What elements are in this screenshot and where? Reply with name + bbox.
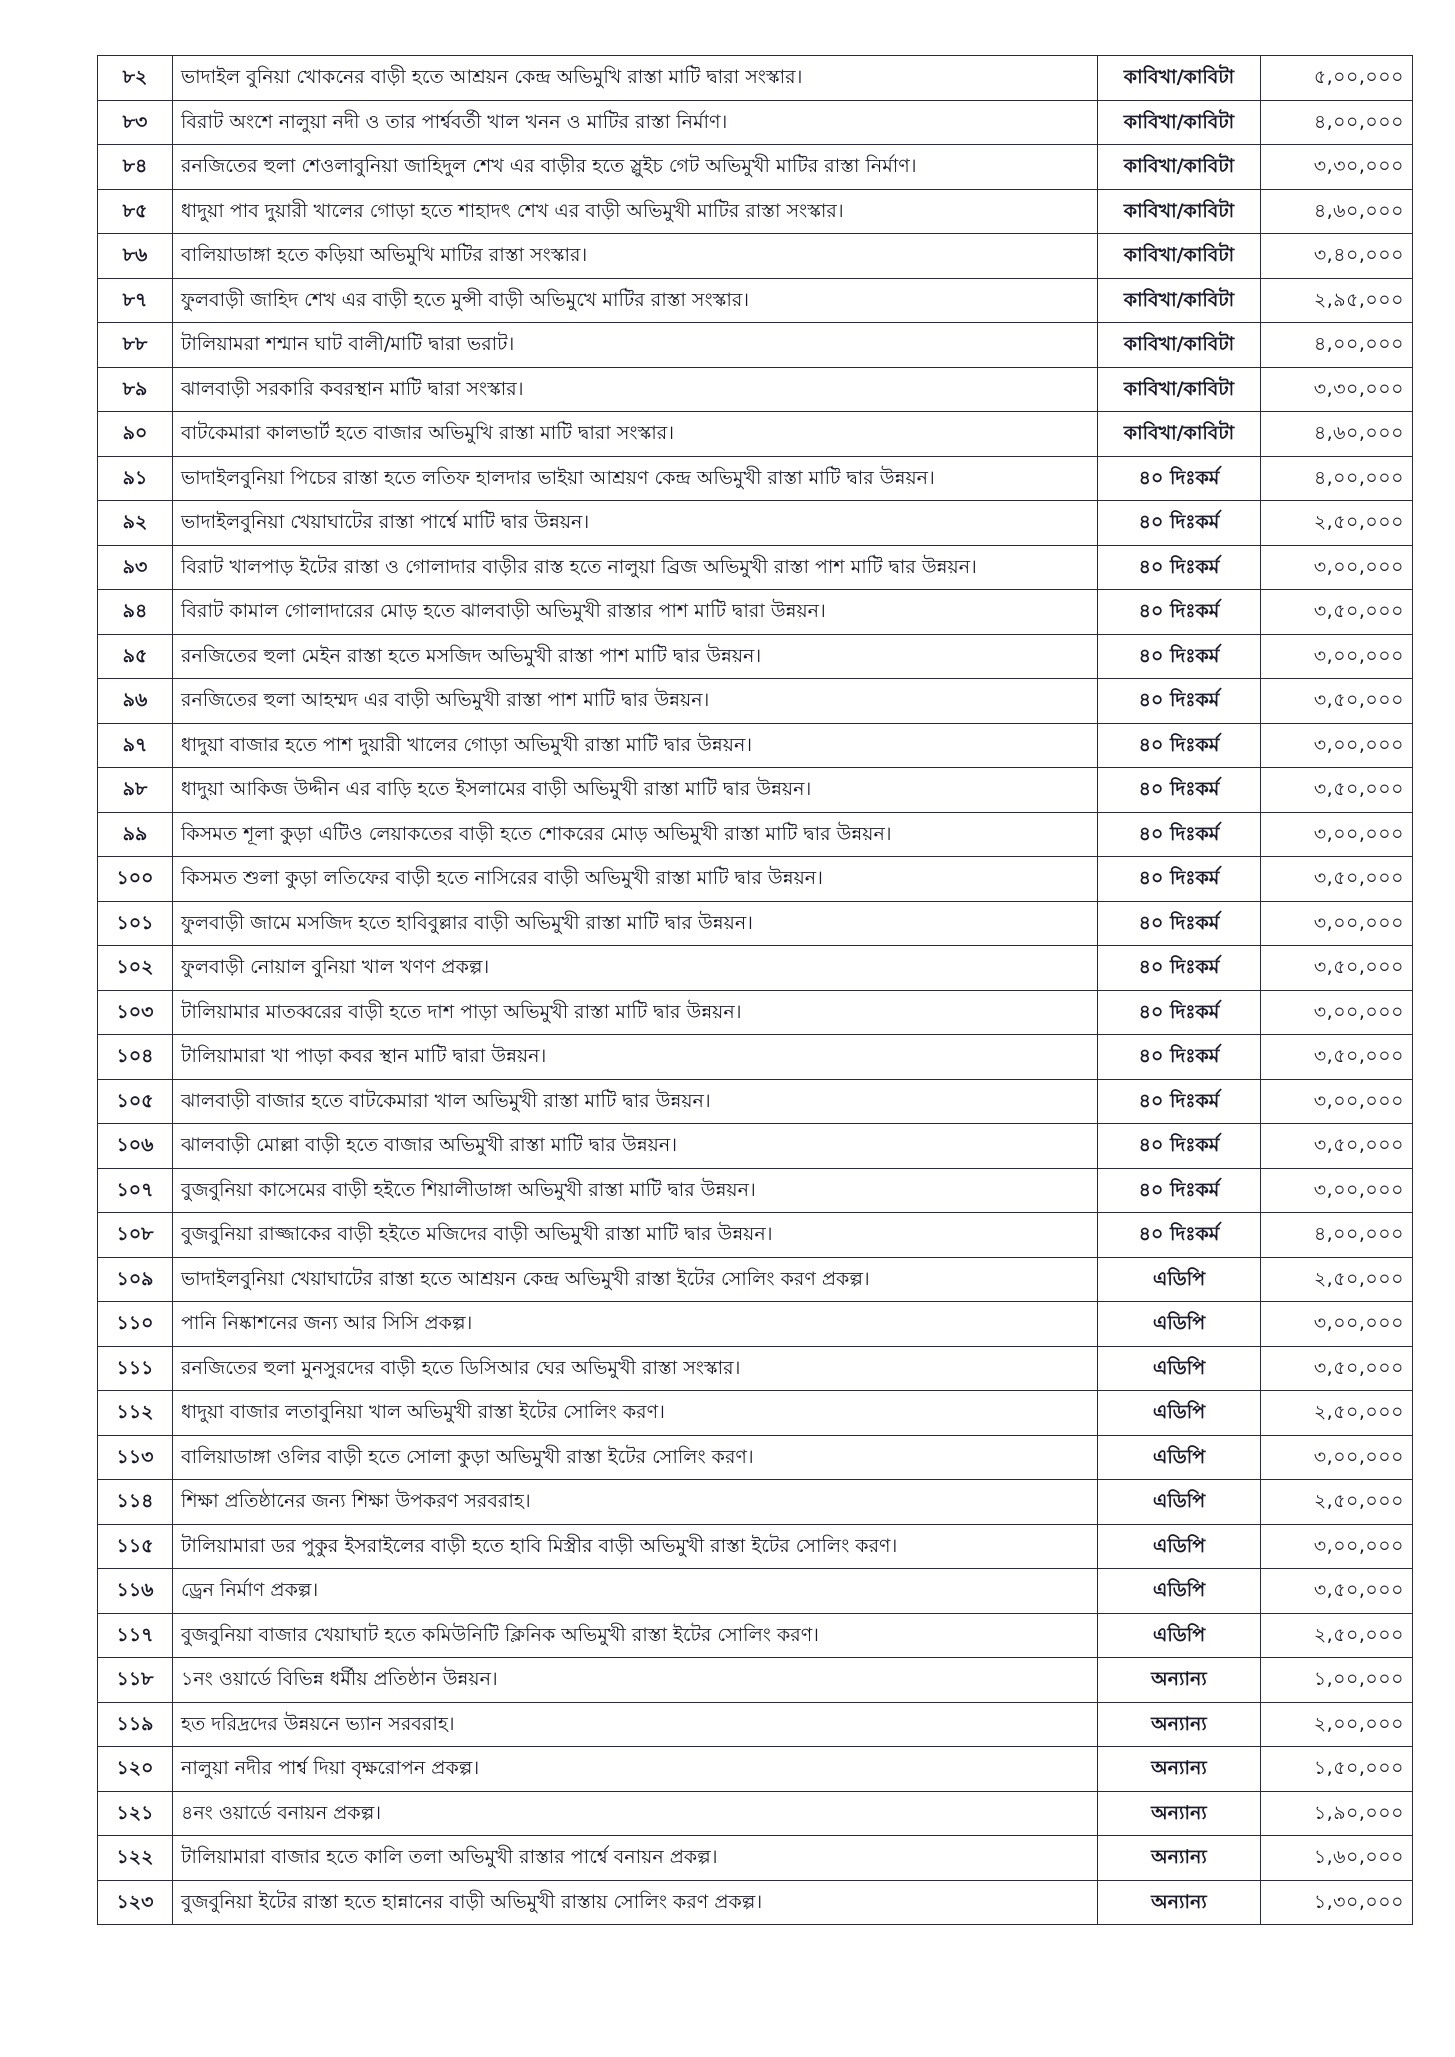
funding-type-cell: ৪০ দিঃকর্ম [1098, 1035, 1261, 1080]
amount-cell: ৩,৫০,০০০ [1261, 768, 1413, 813]
table-row [98, 501, 1413, 546]
serial-number-cell: ১০০ [98, 857, 173, 902]
serial-number-cell: ১১৬ [98, 1569, 173, 1614]
table-row [98, 1613, 1413, 1658]
project-description-cell: বুজবুনিয়া ইটের রাস্তা হতে হান্নানের বাড়ী অভিমুখী রাস্তায় সোলিং করণ প্রকল্প। [173, 1880, 1098, 1925]
table-row [98, 189, 1413, 234]
table-row [98, 56, 1413, 101]
serial-number-cell: ১২৩ [98, 1880, 173, 1925]
funding-type-cell: ৪০ দিঃকর্ম [1098, 1168, 1261, 1213]
project-description-cell: রনজিতের হুলা মুনসুরদের বাড়ী হতে ডিসিআর ঘের অভিমুখী রাস্তা সংস্কার। [173, 1346, 1098, 1391]
project-description-cell: ঝালবাড়ী বাজার হতে বাটকেমারা খাল অভিমুখী রাস্তা মাটি দ্বার উন্নয়ন। [173, 1079, 1098, 1124]
amount-cell: ৩,০০,০০০ [1261, 1079, 1413, 1124]
amount-cell: ৩,০০,০০০ [1261, 1168, 1413, 1213]
amount-cell: ৩,০০,০০০ [1261, 1302, 1413, 1347]
table-row [98, 634, 1413, 679]
serial-number-cell: ১০৫ [98, 1079, 173, 1124]
project-description-cell: টালিয়ামরা শশ্মান ঘাট বালী/মাটি দ্বারা ভরাট। [173, 323, 1098, 368]
table-row [98, 323, 1413, 368]
amount-cell: ১,৯০,০০০ [1261, 1791, 1413, 1836]
amount-cell: ৩,৫০,০০০ [1261, 1124, 1413, 1169]
serial-number-cell: ১১৫ [98, 1524, 173, 1569]
project-description-cell: বুজবুনিয়া রাজ্জাকের বাড়ী হইতে মজিদের বাড়ী অভিমুখী রাস্তা মাটি দ্বার উন্নয়ন। [173, 1213, 1098, 1258]
funding-type-cell: কাবিখা/কাবিটা [1098, 367, 1261, 412]
funding-type-cell: অন্যান্য [1098, 1702, 1261, 1747]
amount-cell: ২,৫০,০০০ [1261, 1391, 1413, 1436]
table-row [98, 234, 1413, 279]
project-description-cell: টালিয়ামারা ডর পুকুর ইসরাইলের বাড়ী হতে হাবি মিস্ত্রীর বাড়ী অভিমুখী রাস্তা ইটের সোলিং করণ। [173, 1524, 1098, 1569]
funding-type-cell: ৪০ দিঃকর্ম [1098, 723, 1261, 768]
table-row [98, 1257, 1413, 1302]
funding-type-cell: এডিপি [1098, 1524, 1261, 1569]
funding-type-cell: অন্যান্য [1098, 1747, 1261, 1792]
table-row [98, 901, 1413, 946]
serial-number-cell: ১১৭ [98, 1613, 173, 1658]
project-table [97, 55, 1413, 1925]
serial-number-cell: ৯৭ [98, 723, 173, 768]
project-description-cell: ভাদাইল বুনিয়া খোকনের বাড়ী হতে আশ্রয়ন কেন্দ্র অভিমুখি রাস্তা মাটি দ্বারা সংস্কার। [173, 56, 1098, 101]
funding-type-cell: ৪০ দিঃকর্ম [1098, 679, 1261, 724]
funding-type-cell: ৪০ দিঃকর্ম [1098, 901, 1261, 946]
funding-type-cell: এডিপি [1098, 1257, 1261, 1302]
amount-cell: ৩,৩০,০০০ [1261, 145, 1413, 190]
serial-number-cell: ১০৪ [98, 1035, 173, 1080]
funding-type-cell: কাবিখা/কাবিটা [1098, 56, 1261, 101]
project-description-cell: ভাদাইলবুনিয়া খেয়াঘাটের রাস্তা পার্শ্বে মাটি দ্বার উন্নয়ন। [173, 501, 1098, 546]
table-row [98, 1480, 1413, 1525]
table-row [98, 145, 1413, 190]
serial-number-cell: ৯৮ [98, 768, 173, 813]
amount-cell: ৩,০০,০০০ [1261, 723, 1413, 768]
funding-type-cell: ৪০ দিঃকর্ম [1098, 1124, 1261, 1169]
funding-type-cell: কাবিখা/কাবিটা [1098, 323, 1261, 368]
table-row [98, 367, 1413, 412]
funding-type-cell: ৪০ দিঃকর্ম [1098, 990, 1261, 1035]
table-row [98, 1524, 1413, 1569]
table-row [98, 590, 1413, 635]
amount-cell: ৩,০০,০০০ [1261, 812, 1413, 857]
serial-number-cell: ১০২ [98, 946, 173, 991]
amount-cell: ৩,০০,০০০ [1261, 545, 1413, 590]
serial-number-cell: ৮৩ [98, 100, 173, 145]
amount-cell: ৩,৪০,০০০ [1261, 234, 1413, 279]
table-row [98, 1213, 1413, 1258]
project-description-cell: বুজবুনিয়া বাজার খেয়াঘাট হতে কমিউনিটি ক্লিনিক অভিমুখী রাস্তা ইটের সোলিং করণ। [173, 1613, 1098, 1658]
funding-type-cell: ৪০ দিঃকর্ম [1098, 456, 1261, 501]
amount-cell: ৩,৫০,০০০ [1261, 1346, 1413, 1391]
amount-cell: ৩,৫০,০০০ [1261, 946, 1413, 991]
funding-type-cell: অন্যান্য [1098, 1791, 1261, 1836]
table-row [98, 412, 1413, 457]
project-description-cell: ফুলবাড়ী নোয়াল বুনিয়া খাল খণণ প্রকল্প। [173, 946, 1098, 991]
funding-type-cell: ৪০ দিঃকর্ম [1098, 634, 1261, 679]
table-row [98, 1346, 1413, 1391]
project-description-cell: বালিয়াডাঙ্গা ওলির বাড়ী হতে সোলা কুড়া অভিমুখী রাস্তা ইটের সোলিং করণ। [173, 1435, 1098, 1480]
table-row [98, 1747, 1413, 1792]
table-row [98, 1702, 1413, 1747]
funding-type-cell: অন্যান্য [1098, 1836, 1261, 1881]
project-description-cell: কিসমত শুলা কুড়া লতিফের বাড়ী হতে নাসিরের বাড়ী অভিমুখী রাস্তা মাটি দ্বার উন্নয়ন। [173, 857, 1098, 902]
project-description-cell: বালিয়াডাঙ্গা হতে কড়িয়া অভিমুখি মাটির রাস্তা সংস্কার। [173, 234, 1098, 279]
serial-number-cell: ৯৬ [98, 679, 173, 724]
serial-number-cell: ১১১ [98, 1346, 173, 1391]
project-description-cell: ধাদুয়া বাজার হতে পাশ দুয়ারী খালের গোড়া অভিমুখী রাস্তা মাটি দ্বার উন্নয়ন। [173, 723, 1098, 768]
table-row [98, 1124, 1413, 1169]
amount-cell: ২,৫০,০০০ [1261, 501, 1413, 546]
amount-cell: ১,৩০,০০০ [1261, 1880, 1413, 1925]
funding-type-cell: ৪০ দিঃকর্ম [1098, 545, 1261, 590]
serial-number-cell: ৮২ [98, 56, 173, 101]
funding-type-cell: কাবিখা/কাবিটা [1098, 145, 1261, 190]
project-description-cell: ফুলবাড়ী জাহিদ শেখ এর বাড়ী হতে মুন্সী বাড়ী অভিমুখে মাটির রাস্তা সংস্কার। [173, 278, 1098, 323]
project-description-cell: ঝালবাড়ী সরকারি কবরস্থান মাটি দ্বারা সংস্কার। [173, 367, 1098, 412]
project-description-cell: ভাদাইলবুনিয়া পিচের রাস্তা হতে লতিফ হালদার ভাইয়া আশ্রয়ণ কেন্দ্র অভিমুখী রাস্তা মাটি দ্বার উন্নয়ন। [173, 456, 1098, 501]
funding-type-cell: কাবিখা/কাবিটা [1098, 100, 1261, 145]
project-description-cell: ভাদাইলবুনিয়া খেয়াঘাটের রাস্তা হতে আশ্রয়ন কেন্দ্র অভিমুখী রাস্তা ইটের সোলিং করণ প্রকল্প। [173, 1257, 1098, 1302]
amount-cell: ৩,০০,০০০ [1261, 1524, 1413, 1569]
funding-type-cell: অন্যান্য [1098, 1880, 1261, 1925]
funding-type-cell: এডিপি [1098, 1302, 1261, 1347]
table-row [98, 768, 1413, 813]
table-row [98, 1569, 1413, 1614]
project-description-cell: বাটকেমারা কালভার্ট হতে বাজার অভিমুখি রাস্তা মাটি দ্বারা সংস্কার। [173, 412, 1098, 457]
project-description-cell: ঝালবাড়ী মোল্লা বাড়ী হতে বাজার অভিমুখী রাস্তা মাটি দ্বার উন্নয়ন। [173, 1124, 1098, 1169]
funding-type-cell: কাবিখা/কাবিটা [1098, 278, 1261, 323]
table-row [98, 1035, 1413, 1080]
amount-cell: ৪,০০,০০০ [1261, 100, 1413, 145]
project-description-cell: ধাদুয়া বাজার লতাবুনিয়া খাল অভিমুখী রাস্তা ইটের সোলিং করণ। [173, 1391, 1098, 1436]
project-description-cell: হত দরিদ্রদের উন্নয়নে ভ্যান সরবরাহ। [173, 1702, 1098, 1747]
table-row [98, 1880, 1413, 1925]
table-row [98, 1302, 1413, 1347]
serial-number-cell: ১০৩ [98, 990, 173, 1035]
project-description-cell: ৪নং ওয়ার্ডে বনায়ন প্রকল্প। [173, 1791, 1098, 1836]
amount-cell: ৩,৫০,০০০ [1261, 1035, 1413, 1080]
serial-number-cell: ১০১ [98, 901, 173, 946]
table-row [98, 679, 1413, 724]
project-description-cell: টালিয়ামারা খা পাড়া কবর স্থান মাটি দ্বারা উন্নয়ন। [173, 1035, 1098, 1080]
serial-number-cell: ৯৪ [98, 590, 173, 635]
funding-type-cell: এডিপি [1098, 1391, 1261, 1436]
amount-cell: ৩,০০,০০০ [1261, 634, 1413, 679]
serial-number-cell: ৯১ [98, 456, 173, 501]
funding-type-cell: ৪০ দিঃকর্ম [1098, 857, 1261, 902]
funding-type-cell: কাবিখা/কাবিটা [1098, 189, 1261, 234]
project-description-cell: ধাদুয়া আকিজ উদ্দীন এর বাড়ি হতে ইসলামের বাড়ী অভিমুখী রাস্তা মাটি দ্বার উন্নয়ন। [173, 768, 1098, 813]
table-row [98, 545, 1413, 590]
table-row [98, 278, 1413, 323]
serial-number-cell: ৯৩ [98, 545, 173, 590]
table-row [98, 1435, 1413, 1480]
serial-number-cell: ৯৫ [98, 634, 173, 679]
project-description-cell: রনজিতের হুলা মেইন রাস্তা হতে মসজিদ অভিমুখী রাস্তা পাশ মাটি দ্বার উন্নয়ন। [173, 634, 1098, 679]
amount-cell: ৪,০০,০০০ [1261, 1213, 1413, 1258]
amount-cell: ৩,৩০,০০০ [1261, 367, 1413, 412]
serial-number-cell: ১০৬ [98, 1124, 173, 1169]
project-description-cell: টালিয়ামারা বাজার হতে কালি তলা অভিমুখী রাস্তার পার্শ্বে বনায়ন প্রকল্প। [173, 1836, 1098, 1881]
project-description-cell: বিরাট কামাল গোলাদারের মোড় হতে ঝালবাড়ী অভিমুখী রাস্তার পাশ মাটি দ্বারা উন্নয়ন। [173, 590, 1098, 635]
amount-cell: ৩,৫০,০০০ [1261, 1569, 1413, 1614]
table-row [98, 1391, 1413, 1436]
project-description-cell: ১নং ওয়ার্ডে বিভিন্ন ধর্মীয় প্রতিষ্ঠান উন্নয়ন। [173, 1658, 1098, 1703]
funding-type-cell: ৪০ দিঃকর্ম [1098, 812, 1261, 857]
table-row [98, 1791, 1413, 1836]
funding-type-cell: ৪০ দিঃকর্ম [1098, 768, 1261, 813]
project-description-cell: রনজিতের হুলা আহম্মদ এর বাড়ী অভিমুখী রাস্তা পাশ মাটি দ্বার উন্নয়ন। [173, 679, 1098, 724]
serial-number-cell: ১১৩ [98, 1435, 173, 1480]
project-description-cell: বুজবুনিয়া কাসেমের বাড়ী হইতে শিয়ালীডাঙ্গা অভিমুখী রাস্তা মাটি দ্বার উন্নয়ন। [173, 1168, 1098, 1213]
funding-type-cell: ৪০ দিঃকর্ম [1098, 501, 1261, 546]
table-row [98, 1168, 1413, 1213]
serial-number-cell: ১১২ [98, 1391, 173, 1436]
table-row [98, 1836, 1413, 1881]
project-table-body [98, 56, 1413, 1925]
serial-number-cell: ১০৮ [98, 1213, 173, 1258]
serial-number-cell: ১০৯ [98, 1257, 173, 1302]
funding-type-cell: এডিপি [1098, 1480, 1261, 1525]
amount-cell: ৪,০০,০০০ [1261, 323, 1413, 368]
table-row [98, 812, 1413, 857]
funding-type-cell: কাবিখা/কাবিটা [1098, 412, 1261, 457]
funding-type-cell: এডিপি [1098, 1435, 1261, 1480]
funding-type-cell: ৪০ দিঃকর্ম [1098, 590, 1261, 635]
amount-cell: ৩,৫০,০০০ [1261, 679, 1413, 724]
project-description-cell: ড্রেন নির্মাণ প্রকল্প। [173, 1569, 1098, 1614]
project-description-cell: কিসমত শূলা কুড়া এটিও লেয়াকতের বাড়ী হতে শোকরের মোড় অভিমুখী রাস্তা মাটি দ্বার উন্নয়ন। [173, 812, 1098, 857]
funding-type-cell: ৪০ দিঃকর্ম [1098, 1213, 1261, 1258]
serial-number-cell: ১২০ [98, 1747, 173, 1792]
amount-cell: ২,০০,০০০ [1261, 1702, 1413, 1747]
document-page [97, 55, 1412, 1925]
amount-cell: ৩,৫০,০০০ [1261, 590, 1413, 635]
amount-cell: ২,৫০,০০০ [1261, 1257, 1413, 1302]
table-row [98, 456, 1413, 501]
amount-cell: ৪,৬০,০০০ [1261, 189, 1413, 234]
serial-number-cell: ৯২ [98, 501, 173, 546]
amount-cell: ২,৯৫,০০০ [1261, 278, 1413, 323]
table-row [98, 1658, 1413, 1703]
amount-cell: ৪,০০,০০০ [1261, 456, 1413, 501]
funding-type-cell: ৪০ দিঃকর্ম [1098, 946, 1261, 991]
project-description-cell: রনজিতের হুলা শেওলাবুনিয়া জাহিদুল শেখ এর বাড়ীর হতে স্লুইচ গেট অভিমুখী মাটির রাস্তা নির্মাণ। [173, 145, 1098, 190]
project-description-cell: নালুয়া নদীর পার্শ্ব দিয়া বৃক্ষরোপন প্রকল্প। [173, 1747, 1098, 1792]
amount-cell: ২,৫০,০০০ [1261, 1480, 1413, 1525]
amount-cell: ৪,৬০,০০০ [1261, 412, 1413, 457]
table-row [98, 946, 1413, 991]
serial-number-cell: ৮৬ [98, 234, 173, 279]
table-row [98, 857, 1413, 902]
funding-type-cell: অন্যান্য [1098, 1658, 1261, 1703]
project-description-cell: টালিয়ামার মাতব্বরের বাড়ী হতে দাশ পাড়া অভিমুখী রাস্তা মাটি দ্বার উন্নয়ন। [173, 990, 1098, 1035]
amount-cell: ৩,০০,০০০ [1261, 1435, 1413, 1480]
amount-cell: ১,০০,০০০ [1261, 1658, 1413, 1703]
amount-cell: ৩,০০,০০০ [1261, 990, 1413, 1035]
serial-number-cell: ৯৯ [98, 812, 173, 857]
amount-cell: ১,৬০,০০০ [1261, 1836, 1413, 1881]
project-description-cell: পানি নিষ্কাশনের জন্য আর সিসি প্রকল্প। [173, 1302, 1098, 1347]
funding-type-cell: ৪০ দিঃকর্ম [1098, 1079, 1261, 1124]
project-description-cell: বিরাট খালপাড় ইটের রাস্তা ও গোলাদার বাড়ীর রাস্ত হতে নালুয়া ব্রিজ অভিমুখী রাস্তা পাশ মাটি দ্বার উন্নয়ন। [173, 545, 1098, 590]
amount-cell: ৩,৫০,০০০ [1261, 857, 1413, 902]
serial-number-cell: ১১০ [98, 1302, 173, 1347]
serial-number-cell: ৮৪ [98, 145, 173, 190]
project-description-cell: বিরাট অংশে নালুয়া নদী ও তার পার্শ্ববর্তী খাল খনন ও মাটির রাস্তা নির্মাণ। [173, 100, 1098, 145]
funding-type-cell: কাবিখা/কাবিটা [1098, 234, 1261, 279]
table-row [98, 723, 1413, 768]
serial-number-cell: ১০৭ [98, 1168, 173, 1213]
amount-cell: ৩,০০,০০০ [1261, 901, 1413, 946]
serial-number-cell: ১১৯ [98, 1702, 173, 1747]
serial-number-cell: ১২২ [98, 1836, 173, 1881]
project-description-cell: শিক্ষা প্রতিষ্ঠানের জন্য শিক্ষা উপকরণ সরবরাহ। [173, 1480, 1098, 1525]
serial-number-cell: ৮৯ [98, 367, 173, 412]
serial-number-cell: ৮৮ [98, 323, 173, 368]
project-description-cell: ধাদুয়া পাব দুয়ারী খালের গোড়া হতে শাহাদৎ শেখ এর বাড়ী অভিমুখী মাটির রাস্তা সংস্কার। [173, 189, 1098, 234]
table-row [98, 1079, 1413, 1124]
table-row [98, 990, 1413, 1035]
amount-cell: ২,৫০,০০০ [1261, 1613, 1413, 1658]
project-description-cell: ফুলবাড়ী জামে মসজিদ হতে হাবিবুল্লার বাড়ী অভিমুখী রাস্তা মাটি দ্বার উন্নয়ন। [173, 901, 1098, 946]
serial-number-cell: ১২১ [98, 1791, 173, 1836]
table-row [98, 100, 1413, 145]
serial-number-cell: ৮৫ [98, 189, 173, 234]
funding-type-cell: এডিপি [1098, 1346, 1261, 1391]
serial-number-cell: ১১৪ [98, 1480, 173, 1525]
amount-cell: ৫,০০,০০০ [1261, 56, 1413, 101]
serial-number-cell: ১১৮ [98, 1658, 173, 1703]
funding-type-cell: এডিপি [1098, 1613, 1261, 1658]
amount-cell: ১,৫০,০০০ [1261, 1747, 1413, 1792]
serial-number-cell: ৮৭ [98, 278, 173, 323]
serial-number-cell: ৯০ [98, 412, 173, 457]
funding-type-cell: এডিপি [1098, 1569, 1261, 1614]
